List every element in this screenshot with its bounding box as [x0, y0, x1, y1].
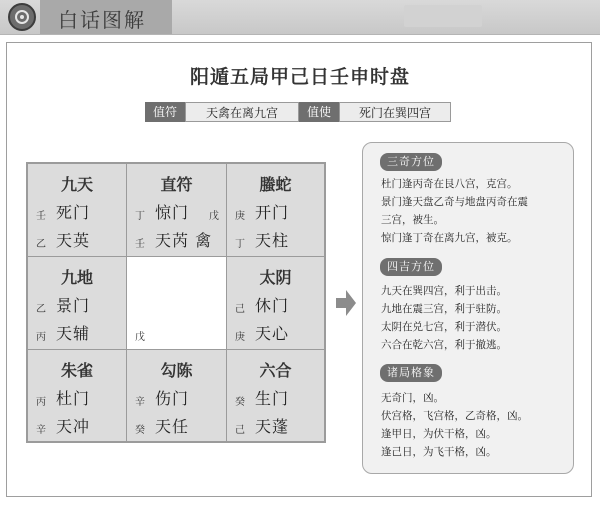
star-name: 天辅: [56, 324, 91, 343]
stem: 丁: [235, 239, 245, 250]
section-label-sanqi: 三奇方位: [380, 153, 442, 171]
stem: 辛: [135, 397, 145, 408]
palace-center: [126, 256, 227, 350]
header-title: 白话图解: [58, 8, 146, 32]
deity-name: 九地: [60, 268, 93, 287]
door-name: 杜门: [56, 389, 91, 408]
door-name: 开门: [255, 203, 290, 222]
door-name: 伤门: [155, 389, 190, 408]
door-name: 惊门: [155, 203, 190, 222]
stem: 戊: [135, 332, 145, 343]
deity-name: 直符: [160, 175, 193, 194]
stem: 癸: [235, 397, 245, 408]
deity-name: 太阴: [259, 268, 292, 287]
stem-secondary: 戊: [209, 211, 219, 222]
text-line: 太阴在兑七宫，利于潜伏。: [381, 321, 507, 333]
door-name: 景门: [56, 296, 91, 315]
stem: 己: [235, 425, 245, 436]
palace-kun: [226, 163, 325, 257]
zhifu-value: 天禽在离九宫: [185, 102, 299, 122]
star-name: 天柱: [255, 231, 290, 250]
star-name: 天心: [255, 324, 290, 343]
text-line: 九天在巽四宫，利于出击。: [381, 285, 507, 297]
star-name: 天任: [155, 417, 190, 436]
stem: 癸: [135, 425, 145, 436]
zhishi-value: 死门在巽四宫: [339, 102, 451, 122]
door-name: 生门: [255, 389, 290, 408]
section-label-geju: 诸局格象: [380, 364, 442, 382]
text-line: 六合在乾六宫，利于撤逃。: [381, 339, 507, 351]
stem: 壬: [36, 211, 46, 222]
text-line: 三宫，被生。: [381, 214, 444, 226]
door-name: 死门: [56, 203, 91, 222]
text-line: 逢甲日，为伏干格，凶。: [381, 428, 497, 440]
text-line: 无奇门，凶。: [381, 392, 444, 404]
header-ghost-tab: [404, 5, 482, 27]
deity-name: 六合: [259, 361, 292, 380]
stem: 壬: [135, 239, 145, 250]
door-name: 休门: [255, 296, 290, 315]
stem: 己: [235, 304, 245, 315]
palace-grid: [26, 162, 326, 443]
text-line: 逢己日，为飞干格，凶。: [381, 446, 497, 458]
stem: 乙: [36, 304, 46, 315]
section-label-siji: 四吉方位: [380, 258, 442, 276]
stem: 庚: [235, 332, 245, 343]
text-line: 杜门逢丙奇在艮八宫，克宫。: [381, 178, 518, 190]
logo-icon: [8, 3, 36, 31]
star-name: 天蓬: [255, 417, 290, 436]
palace-dui: [226, 256, 325, 350]
palace-gen: [27, 349, 127, 442]
zhifu-label: 值符: [145, 102, 185, 122]
text-line: 九地在震三宫，利于驻防。: [381, 303, 507, 315]
palace-xun: [27, 163, 127, 257]
stem: 丙: [36, 397, 46, 408]
stem: 乙: [36, 239, 46, 250]
palace-li: [126, 163, 227, 257]
palace-kan: [126, 349, 227, 442]
zhishi-label: 值使: [299, 102, 339, 122]
arrow-right-icon: [336, 290, 356, 316]
star-name: 天芮 禽: [155, 231, 213, 250]
star-name: 天冲: [56, 417, 91, 436]
stem: 辛: [36, 425, 46, 436]
star-name: 天英: [56, 231, 91, 250]
deity-name: 螣蛇: [259, 175, 292, 194]
header-band: [0, 0, 600, 35]
stem: 丁: [135, 211, 145, 222]
stem: 丙: [36, 332, 46, 343]
deity-name: 朱雀: [60, 361, 93, 380]
text-line: 伏宫格，飞宫格，乙奇格，凶。: [381, 410, 528, 422]
palace-qian: [226, 349, 325, 442]
deity-name: 九天: [60, 175, 93, 194]
palace-zhen: [27, 256, 127, 350]
stem: 庚: [235, 211, 245, 222]
chart-title: 阳遁五局甲己日壬申时盘: [189, 66, 410, 88]
deity-name: 勾陈: [160, 361, 193, 380]
text-line: 景门逢天盘乙奇与地盘丙奇在震: [381, 196, 528, 208]
text-line: 惊门逢丁奇在离九宫，被克。: [381, 232, 518, 244]
